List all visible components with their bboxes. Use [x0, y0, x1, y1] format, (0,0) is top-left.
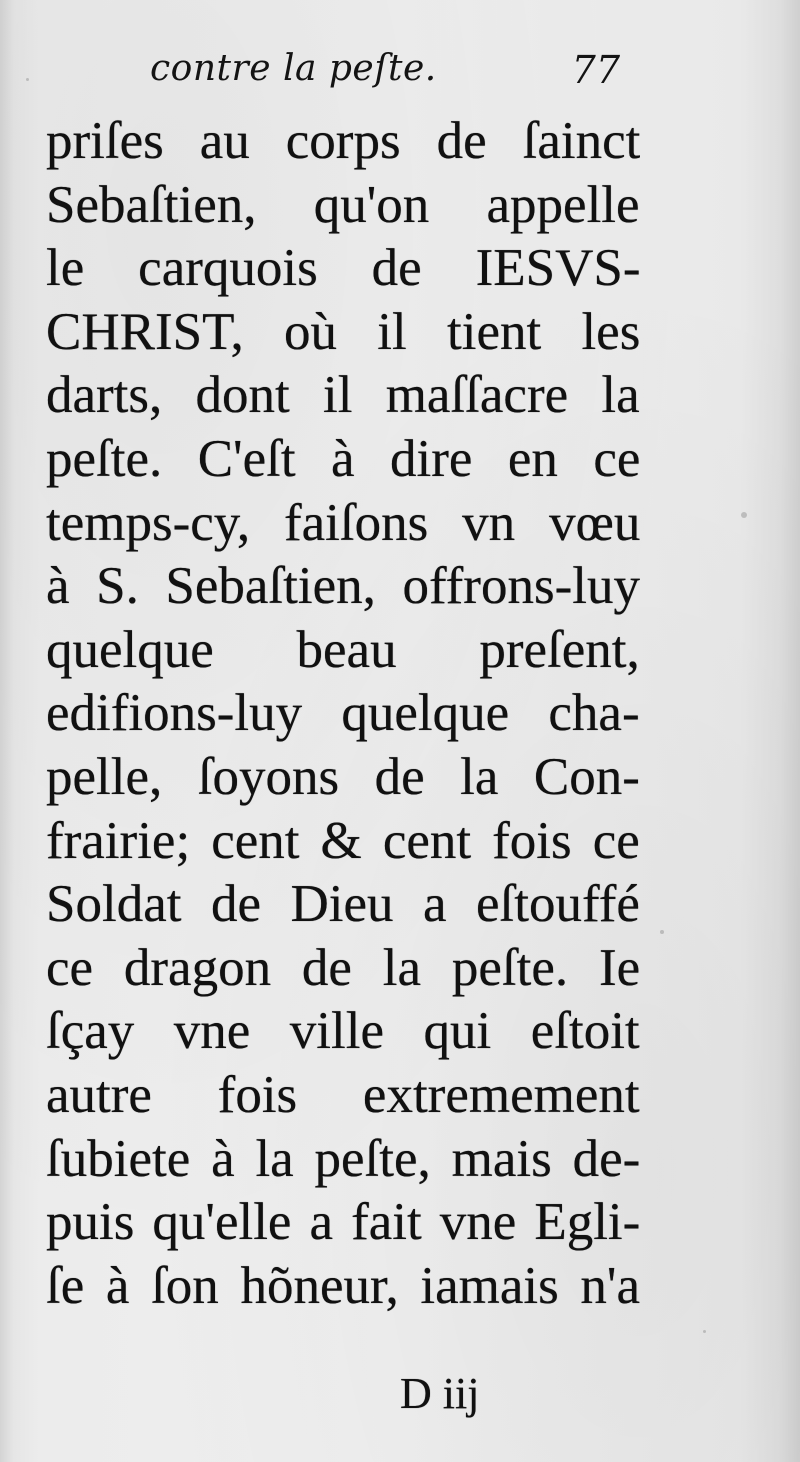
text-line: ſubiete à la peſte, mais de- — [46, 1129, 640, 1188]
text-line: puis qu'elle a fait vne Egli- — [46, 1193, 640, 1252]
text-line: darts, dont il maſſacre la — [46, 366, 640, 425]
text-line: à S. Sebaſtien, offrons-luy — [46, 557, 640, 616]
text-line: autre fois extremement — [46, 1065, 640, 1124]
paper-speck — [26, 78, 29, 81]
text-line: temps-cy, faiſons vn vœu — [46, 493, 640, 552]
text-line: ce dragon de la peſte. Ie — [46, 938, 640, 997]
paper-speck — [703, 1330, 706, 1333]
text-line: pelle, ſoyons de la Con- — [46, 747, 640, 806]
signature-mark: D iij — [400, 1369, 480, 1418]
page-header — [150, 48, 640, 108]
text-line: edifions-luy quelque cha- — [46, 684, 640, 743]
text-line: priſes au corps de ſainct — [46, 112, 640, 170]
text-line: ſçay vne ville qui eſtoit — [46, 1002, 640, 1061]
body-text — [46, 110, 640, 1318]
text-line: Soldat de Dieu a eſtouffé — [46, 875, 640, 934]
text-line: Sebaſtien, qu'on appelle — [46, 175, 640, 234]
page-number: 77 — [571, 48, 620, 92]
paper-speck — [741, 512, 747, 518]
text-line: frairie; cent & cent fois ce — [46, 811, 640, 870]
running-title: contre la peſte. — [150, 48, 437, 89]
paper-speck — [660, 930, 664, 934]
text-line: le carquois de IESVS- — [46, 239, 640, 298]
text-line: CHRIST, où il tient les — [46, 302, 640, 361]
text-line: peſte. C'eſt à dire en ce — [46, 429, 640, 488]
text-line: quelque beau preſent, — [46, 620, 640, 679]
text-line: ſe à ſon hõneur, iamais n'a — [46, 1256, 640, 1315]
